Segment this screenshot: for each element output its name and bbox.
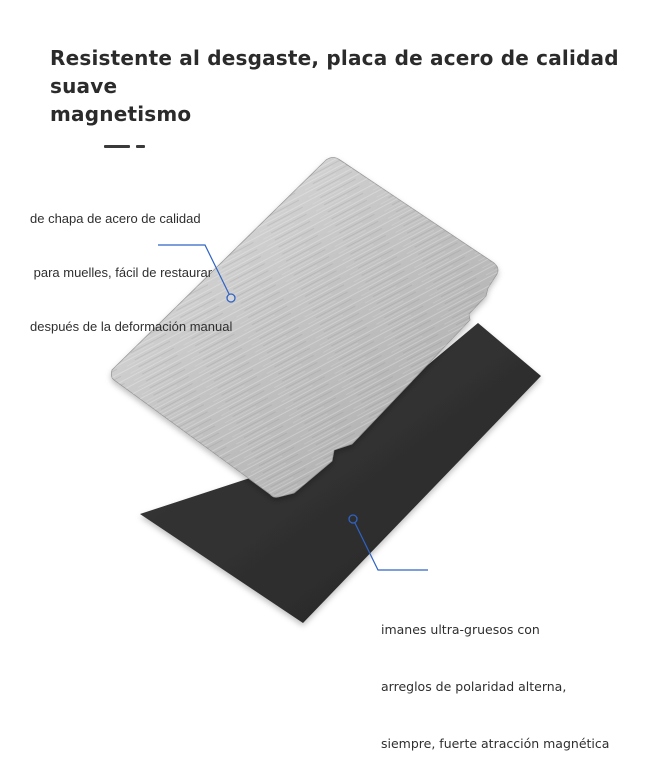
magnetic-base-caption	[381, 582, 609, 772]
magnet-caption-line-2: arreglos de polaridad alterna,	[381, 679, 567, 694]
steel-caption-line-1: de chapa de acero de calidad	[30, 211, 201, 226]
headline-line-2: magnetismo	[50, 102, 192, 126]
headline-line-1: Resistente al desgaste, placa de acero de calidad suave	[50, 46, 619, 98]
magnet-callout-dot	[349, 515, 357, 523]
steel-plate-caption	[30, 174, 232, 354]
steel-caption-line-2: para muelles, fácil de restaurar	[30, 265, 213, 280]
magnet-caption-line-1: imanes ultra-gruesos con	[381, 622, 540, 637]
steel-caption-line-3: después de la deformación manual	[30, 319, 233, 334]
magnet-caption-line-3: siempre, fuerte atracción magnética	[381, 736, 610, 751]
